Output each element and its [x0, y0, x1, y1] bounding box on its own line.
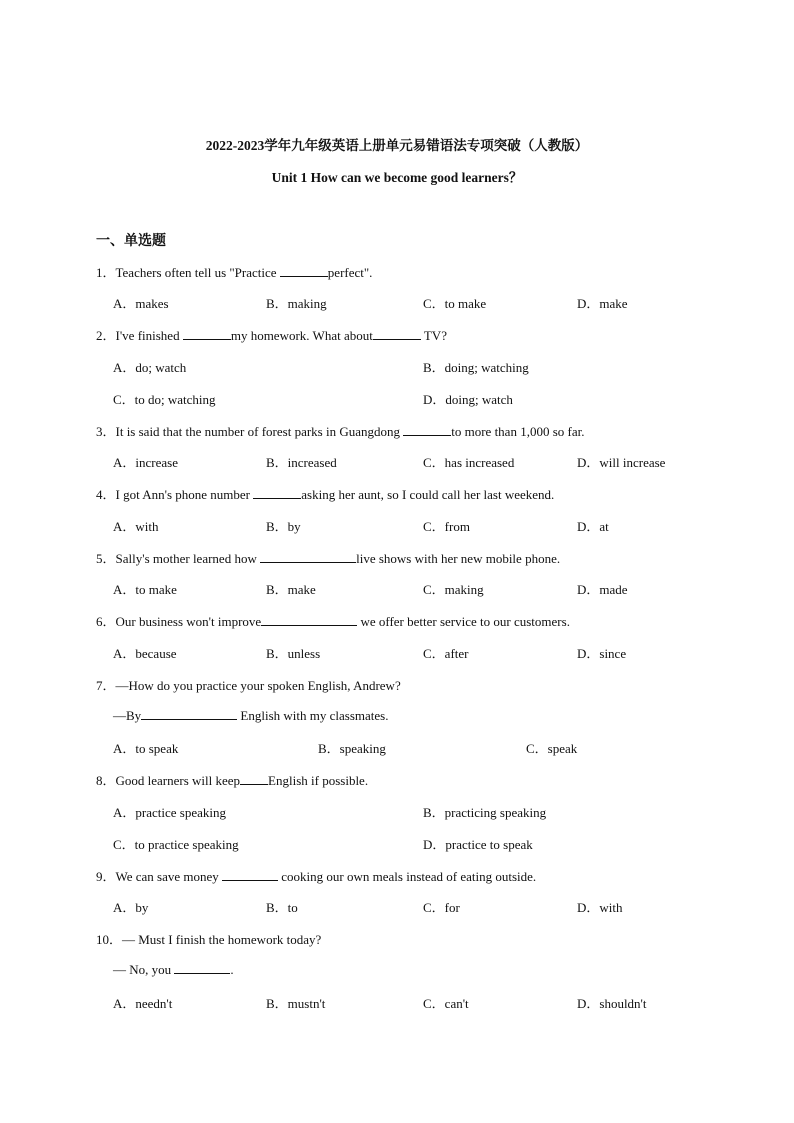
- option-b[interactable]: B．by: [266, 519, 301, 534]
- option-d[interactable]: D．will increase: [577, 455, 666, 470]
- option-c[interactable]: C．has increased: [423, 455, 515, 470]
- answer-blank: [174, 961, 230, 974]
- option-a[interactable]: A．by: [113, 900, 149, 915]
- answer-blank: [373, 327, 421, 340]
- answer-blank: [261, 613, 357, 626]
- option-c[interactable]: C．for: [423, 900, 460, 915]
- question-3: 3．It is said that the number of forest parks in Guangdong to more than 1,000 so far.: [96, 424, 585, 439]
- option-d[interactable]: D．make: [577, 296, 628, 311]
- question-9: 9．We can save money cooking our own meals instead of eating outside.: [96, 869, 537, 884]
- option-c[interactable]: C．to do; watching: [113, 392, 216, 407]
- option-c[interactable]: C．making: [423, 582, 484, 597]
- option-c[interactable]: C．after: [423, 646, 469, 661]
- option-d[interactable]: D．made: [577, 582, 628, 597]
- question-1: 1．Teachers often tell us "Practice perfect".: [96, 265, 373, 280]
- option-b[interactable]: B．increased: [266, 455, 337, 470]
- option-b[interactable]: B．mustn't: [266, 996, 326, 1011]
- answer-blank: [403, 423, 451, 436]
- option-c[interactable]: C．can't: [423, 996, 469, 1011]
- option-c[interactable]: C．to practice speaking: [113, 837, 239, 852]
- option-b[interactable]: B．practicing speaking: [423, 805, 547, 820]
- answer-blank: [141, 707, 237, 720]
- section-heading: 一、单选题: [96, 234, 166, 249]
- option-a[interactable]: A．practice speaking: [113, 805, 226, 820]
- option-b[interactable]: B．to: [266, 900, 298, 915]
- option-a[interactable]: A．needn't: [113, 996, 173, 1011]
- answer-blank: [253, 486, 301, 499]
- option-d[interactable]: D．practice to speak: [423, 837, 533, 852]
- answer-blank: [183, 327, 231, 340]
- question-7: 7．—How do you practice your spoken English, Andrew?: [96, 678, 401, 693]
- answer-blank: [280, 264, 328, 277]
- option-a[interactable]: A．because: [113, 646, 177, 661]
- option-d[interactable]: D．doing; watch: [423, 392, 513, 407]
- option-a[interactable]: A．increase: [113, 455, 178, 470]
- question-4: 4．I got Ann's phone number asking her aunt, so I could call her last weekend.: [96, 487, 555, 502]
- option-b[interactable]: B．making: [266, 296, 327, 311]
- answer-blank: [260, 550, 356, 563]
- option-c[interactable]: C．from: [423, 519, 470, 534]
- option-c[interactable]: C．speak: [526, 741, 578, 756]
- option-d[interactable]: D．since: [577, 646, 627, 661]
- option-b[interactable]: B．speaking: [318, 741, 386, 756]
- option-a[interactable]: A．to make: [113, 582, 177, 597]
- question-10-reply: — No, you .: [113, 962, 234, 977]
- answer-blank: [222, 868, 278, 881]
- option-a[interactable]: A．to speak: [113, 741, 179, 756]
- option-b[interactable]: B．make: [266, 582, 316, 597]
- question-7-reply: —By English with my classmates.: [113, 708, 389, 723]
- option-b[interactable]: B．unless: [266, 646, 321, 661]
- question-10: 10．— Must I finish the homework today?: [96, 932, 322, 947]
- option-b[interactable]: B．doing; watching: [423, 360, 529, 375]
- option-a[interactable]: A．do; watch: [113, 360, 187, 375]
- question-8: 8．Good learners will keep English if possible.: [96, 773, 369, 788]
- option-c[interactable]: C．to make: [423, 296, 487, 311]
- option-d[interactable]: D．at: [577, 519, 609, 534]
- option-d[interactable]: D．shouldn't: [577, 996, 647, 1011]
- question-5: 5．Sally's mother learned how live shows with her new mobile phone.: [96, 551, 561, 566]
- option-a[interactable]: A．with: [113, 519, 159, 534]
- question-6: 6．Our business won't improve we offer better service to our customers.: [96, 614, 570, 629]
- answer-blank: [240, 772, 268, 785]
- page-subtitle: Unit 1 How can we become good learners？: [271, 170, 523, 185]
- page-title: 2022-2023学年九年级英语上册单元易错语法专项突破（人教版）: [205, 138, 589, 153]
- option-a[interactable]: A．makes: [113, 296, 169, 311]
- option-d[interactable]: D．with: [577, 900, 623, 915]
- question-2: 2．I've finished my homework. What about TV?: [96, 328, 447, 343]
